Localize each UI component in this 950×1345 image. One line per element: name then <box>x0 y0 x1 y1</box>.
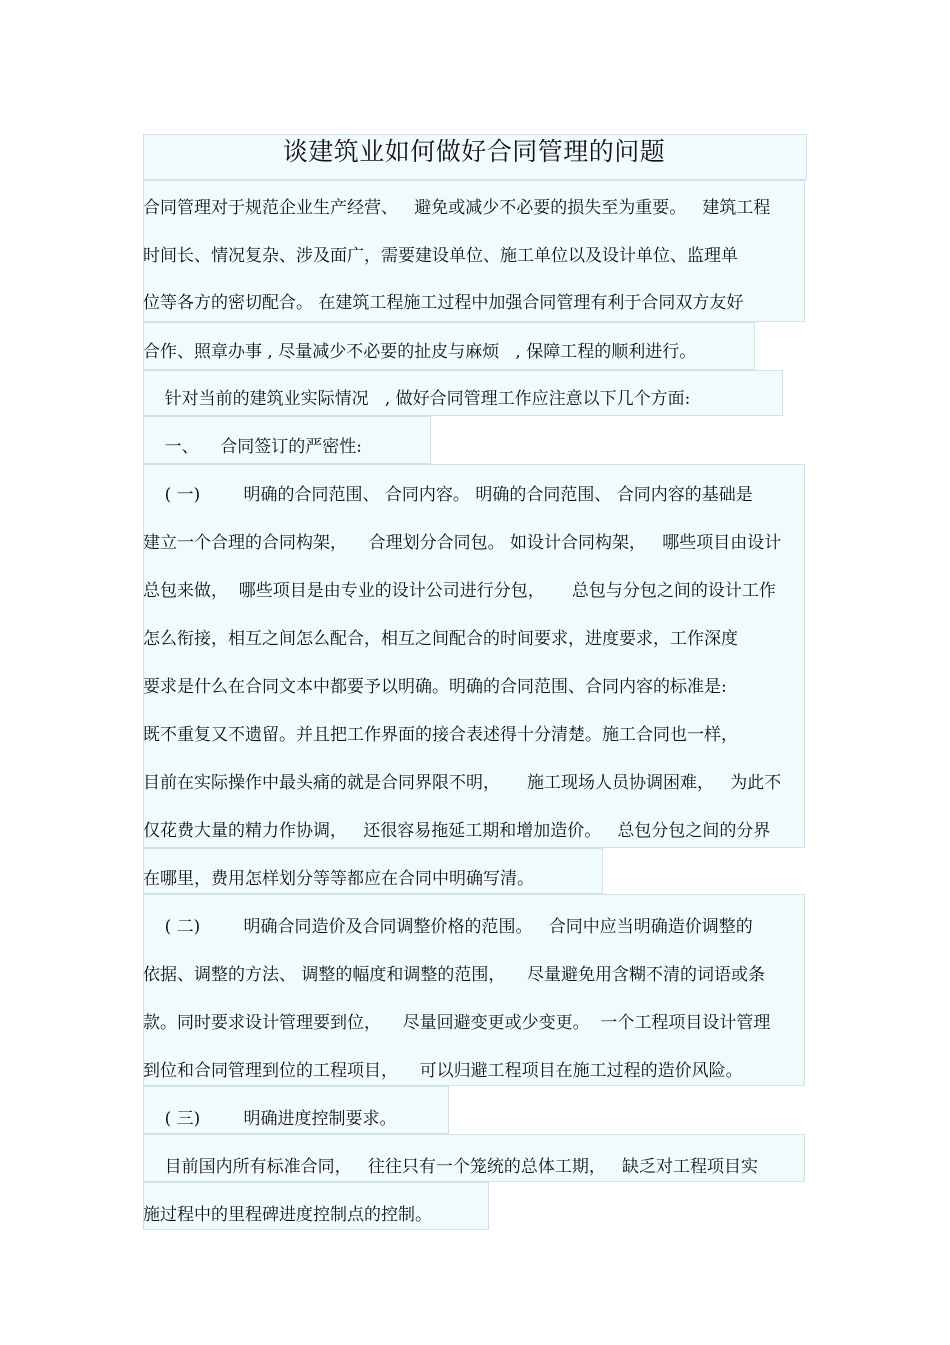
paragraph-line: 在哪里，费用怎样划分等等都应在合同中明确写清。 <box>143 869 534 889</box>
paragraph-line: 合同管理对于规范企业生产经营、 避免或减少不必要的损失至为重要。 建筑工程 <box>143 198 771 218</box>
paragraph-line: 施过程中的里程碑进度控制点的控制。 <box>143 1205 432 1225</box>
paragraph-line: 依据、调整的方法、 调整的幅度和调整的范围， 尽量避免用含糊不清的词语或条 <box>143 965 766 985</box>
paragraph-line: 款。同时要求设计管理要到位， 尽量回避变更或少变更。 一个工程项目设计管理 <box>143 1013 771 1033</box>
paragraph-line: 针对当前的建筑业实际情况 , 做好合同管理工作应注意以下几个方面: <box>143 389 691 409</box>
paragraph-line: 到位和合同管理到位的工程项目， 可以归避工程项目在施工过程的造价风险。 <box>143 1061 743 1081</box>
paragraph-line: 合作、照章办事 , 尽量减少不必要的扯皮与麻烦 , 保障工程的顺利进行。 <box>143 342 697 362</box>
paragraph-line: 目前国内所有标准合同， 往往只有一个笼统的总体工期， 缺乏对工程项目实 <box>143 1157 759 1177</box>
paragraph-line: 怎么衔接，相互之间怎么配合，相互之间配合的时间要求，进度要求，工作深度 <box>143 629 738 649</box>
paragraph-line: 目前在实际操作中最头痛的就是合同界限不明， 施工现场人员协调困难， 为此不 <box>143 773 782 793</box>
paragraph-line: ( 一) 明确的合同范围、 合同内容。 明确的合同范围、 合同内容的基础是 <box>143 485 753 505</box>
paragraph-line: 总包来做， 哪些项目是由专业的设计公司进行分包， 总包与分包之间的设计工作 <box>143 581 776 601</box>
subsection-heading: ( 三) 明确进度控制要求。 <box>143 1109 397 1129</box>
paragraph-line: 位等各方的密切配合。 在建筑工程施工过程中加强合同管理有利于合同双方友好 <box>143 293 744 313</box>
paragraph-line: 时间长、情况复杂、涉及面广，需要建设单位、施工单位以及设计单位、监理单 <box>143 246 738 266</box>
paragraph-line: 仅花费大量的精力作协调， 还很容易拖延工期和增加造价。 总包分包之间的分界 <box>143 821 771 841</box>
paragraph-line: 建立一个合理的合同构架， 合理划分合同包。 如设计合同构架， 哪些项目由设计 <box>143 533 782 553</box>
document-title: 谈建筑业如何做好合同管理的问题 <box>282 137 666 166</box>
paragraph-line: ( 二) 明确合同造价及合同调整价格的范围。 合同中应当明确造价调整的 <box>143 917 753 937</box>
section-heading: 一、 合同签订的严密性: <box>143 437 362 457</box>
paragraph-line: 既不重复又不遗留。并且把工作界面的接合表述得十分清楚。施工合同也一样， <box>143 725 738 745</box>
paragraph-line: 要求是什么在合同文本中都要予以明确。明确的合同范围、合同内容的标准是: <box>143 677 727 697</box>
